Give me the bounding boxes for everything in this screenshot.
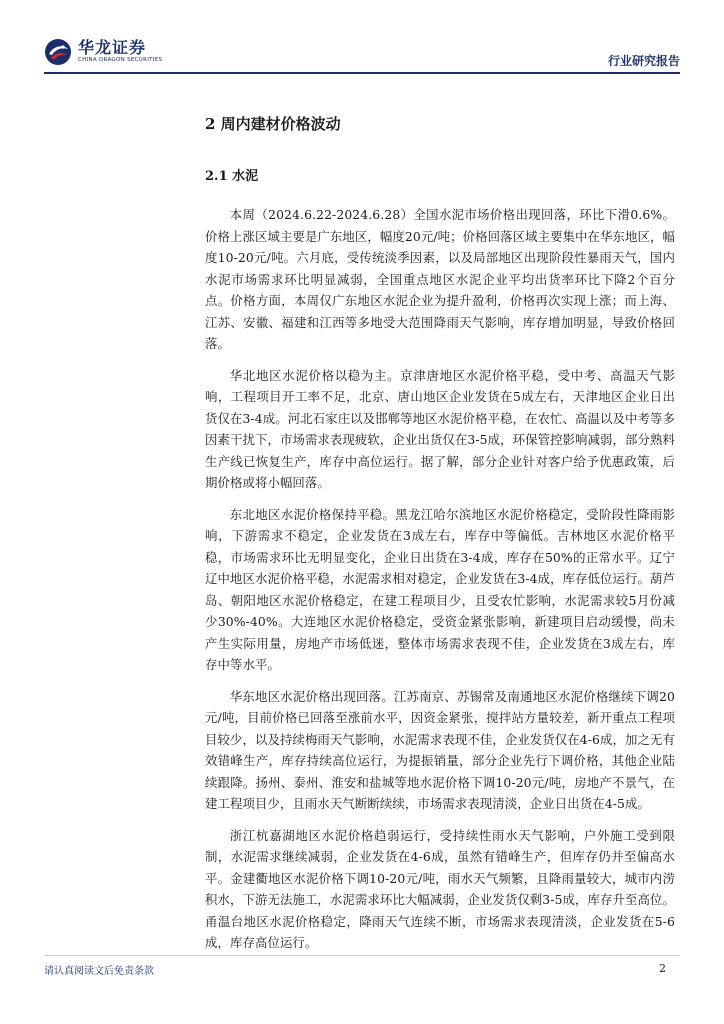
logo-emblem-icon [44,38,72,66]
page-number: 2 [659,962,666,975]
body-text [205,204,675,954]
header-divider [44,72,680,74]
section-title: 2 周内建材价格波动 [205,115,341,133]
page-header [0,0,724,78]
logo-english-name: CHINA DRAGON SECURITIES [78,57,163,64]
main-content [205,112,675,964]
footer-disclaimer: 请认真阅读文后免责条款 [44,966,154,977]
footer-divider [44,955,680,956]
logo-chinese-name: 华龙证券 [78,38,147,58]
paragraph: 华东地区水泥价格出现回落。江苏南京、苏锡常及南通地区水泥价格继续下调20元/吨，目前价格已回落至涨前水平，因资金紧张，搅拌站方量较差，新开重点工程项目较少，以及持续梅雨天气影响，水泥需求表现不佳，企业发货仅在4-6成，加之无有效错峰生产，库存持续高位运行，为提振销量，部分企业先行下调价格，其他企业陆续跟降。扬州、泰州、淮安和盐城等地水泥价格下调10-20元/吨，房地产不景气，在建工程项目少，且雨水天气断断续续，市场需求表现清淡，企业日出货在4-5成。 [205,688,675,811]
subsection-title: 2.1 水泥 [205,169,259,184]
paragraph: 华北地区水泥价格以稳为主。京津唐地区水泥价格平稳，受中考、高温天气影响，工程项目开工率不足，北京、唐山地区企业发货在5成左右，天津地区企业日出货仅在3-4成。河北石家庄以及邯郸等地区水泥价格平稳，在农忙、高温以及中考等多因素干扰下，市场需求表现疲软，企业出货仅在3-5成，环保管控影响减弱，部分熟料生产线已恢复生产，库存中高位运行。据了解，部分企业针对客户给予优惠政策，后期价格或将小幅回落。 [205,367,675,490]
company-logo [44,38,162,66]
report-type-label: 行业研究报告 [607,54,680,68]
paragraph: 东北地区水泥价格保持平稳。黑龙江哈尔滨地区水泥价格稳定，受阶段性降雨影响，下游需求不稳定，企业发货在3成左右，库存中等偏低。吉林地区水泥价格平稳，市场需求环比无明显变化，企业日出货在3-4成，库存在50%的正常水平。辽宁辽中地区水泥价格平稳，水泥需求相对稳定，企业发货在3-4成，库存低位运行。葫芦岛、朝阳地区水泥价格稳定，在建工程项目少，且受农忙影响，水泥需求较5月份减少30%-40%。大连地区水泥价格稳定，受资金紧张影响，新建项目启动缓慢，尚未产生实际用量，房地产市场低迷，整体市场需求表现不佳，企业发货在3成左右，库存中等水平。 [205,506,675,672]
paragraph: 浙江杭嘉湖地区水泥价格趋弱运行，受持续性雨水天气影响，户外施工受到限制，水泥需求继续减弱，企业发货在4-6成，虽然有错峰生产，但库存仍并至偏高水平。金建衢地区水泥价格下调10-20元/吨，雨水天气频繁，且降雨量较大，城市内涝积水，下游无法施工，水泥需求环比大幅减弱，企业发货仅剩3-5成，库存升至高位。甬温台地区水泥价格稳定，降雨天气连续不断，市场需求表现清淡，企业发货在5-6成，库存高位运行。 [205,827,675,950]
paragraph: 本周（2024.6.22-2024.6.28）全国水泥市场价格出现回落，环比下滑0.6%。价格上涨区域主要是广东地区，幅度20元/吨；价格回落区域主要集中在华东地区，幅度10-20元/吨。六月底，受传统淡季因素，以及局部地区出现阶段性暴雨天气，国内水泥市场需求环比明显减弱，全国重点地区水泥企业平均出货率环比下降2个百分点。价格方面，本周仅广东地区水泥企业为提升盈利，价格再次实现上涨；而上海、江苏、安徽、福建和江西等多地受大范围降雨天气影响，库存增加明显，导致价格回落。 [205,207,675,351]
